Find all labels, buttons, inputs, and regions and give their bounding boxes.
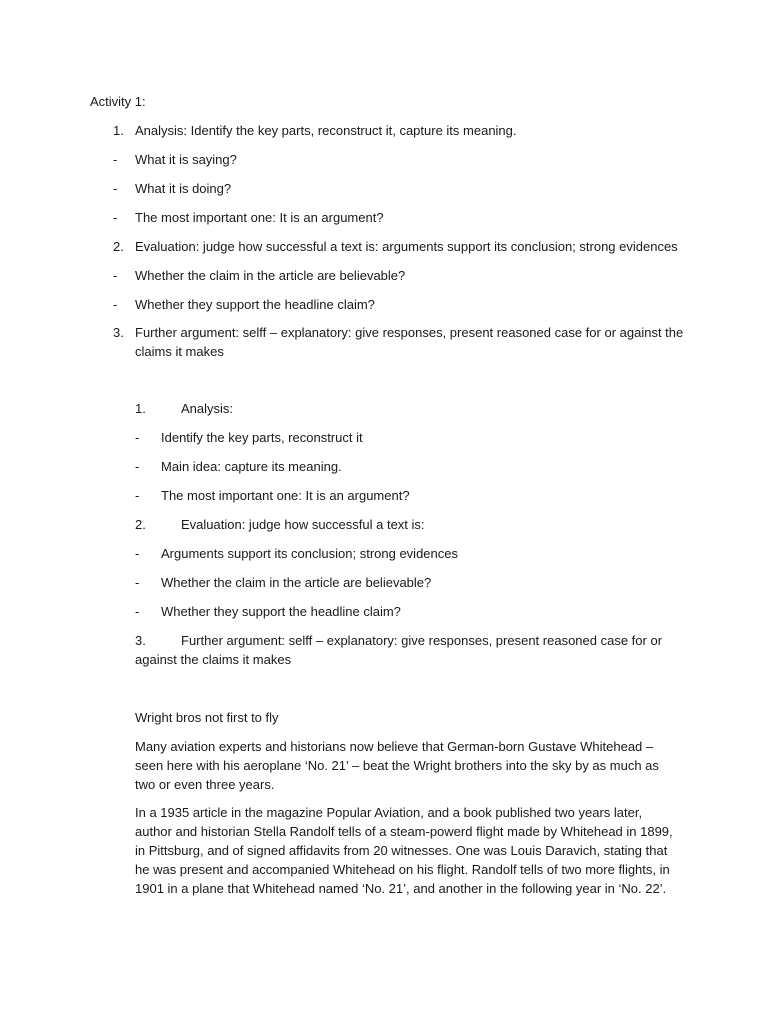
outline2-bullet-dash: - [135, 488, 140, 503]
outline2-bullet-dash: - [135, 604, 140, 619]
outline1-bullet-text: The most important one: It is an argument? [135, 210, 384, 225]
outline2-bullet-text: Whether they support the headline claim? [161, 604, 401, 619]
outline2-bullet-text: The most important one: It is an argument? [161, 488, 410, 503]
outline2-bullet-dash: - [135, 575, 140, 590]
outline2-item2-text: Evaluation: judge how successful a text is: [181, 517, 425, 532]
outline2-item1-number: 1. [135, 401, 146, 416]
outline2-bullet-dash: - [135, 459, 140, 474]
outline1-bullet-dash: - [113, 297, 118, 312]
outline1-bullet-dash: - [113, 152, 118, 167]
outline2-bullet-dash: - [135, 430, 140, 445]
outline2-item1-text: Analysis: [181, 401, 234, 416]
outline2-bullet-text: Whether the claim in the article are believable? [161, 575, 432, 590]
outline1-item3-line2: claims it makes [135, 344, 224, 359]
outline1-bullet-text: Whether the claim in the article are believable? [135, 268, 406, 283]
outline1-item3-line1: Further argument: selff – explanatory: give responses, present reasoned case for or against the [135, 325, 684, 340]
outline2-item3-number: 3. [135, 633, 146, 648]
outline2-bullet-text: Main idea: capture its meaning. [161, 459, 342, 474]
article-paragraph: In a 1935 article in the magazine Popular Aviation, and a book published two years later, author and historian Stella Randolf tells of a steam-powerd flight made by Whitehead in 1899, in Pittsburg, and of signed affidavits from 20 witnesses. One was Louis Daravich, stating that he was present and accompanied Whitehead on his flight. Randolf tells of two more flights, in 1901 in a plane that Whitehead named ‘No. 21’, and another in the following year in ‘No. 22’. [135, 805, 673, 896]
article-heading: Wright bros not first to fly [135, 710, 279, 725]
outline2-item3-line2: against the claims it makes [135, 652, 292, 667]
outline1-item1-text: Analysis: Identify the key parts, reconstruct it, capture its meaning. [135, 123, 517, 138]
outline1-bullet-dash: - [113, 181, 118, 196]
outline2-bullet-text: Arguments support its conclusion; strong evidences [161, 546, 458, 561]
outline1-bullet-text: What it is saying? [135, 152, 237, 167]
outline2-bullet-text: Identify the key parts, reconstruct it [161, 430, 363, 445]
outline1-item1-number: 1. [113, 123, 124, 138]
outline1-bullet-text: Whether they support the headline claim? [135, 297, 375, 312]
outline1-item3-number: 3. [113, 325, 124, 340]
outline1-item2-number: 2. [113, 239, 124, 254]
outline1-bullet-dash: - [113, 268, 118, 283]
article-paragraph: Many aviation experts and historians now believe that German-born Gustave Whitehead – seen here with his aeroplane ‘No. 21’ – beat the Wright brothers into the sky by as much as two or even three years. [135, 739, 659, 792]
outline1-bullet-text: What it is doing? [135, 181, 232, 196]
outline1-bullet-dash: - [113, 210, 118, 225]
outline2-bullet-dash: - [135, 546, 140, 561]
outline2-item3-line1: Further argument: selff – explanatory: give responses, present reasoned case for or [181, 633, 663, 648]
outline2-item2-number: 2. [135, 517, 146, 532]
outline1-item2-text: Evaluation: judge how successful a text is: arguments support its conclusion; strong evidences [135, 239, 678, 254]
activity-title: Activity 1: [90, 94, 146, 109]
